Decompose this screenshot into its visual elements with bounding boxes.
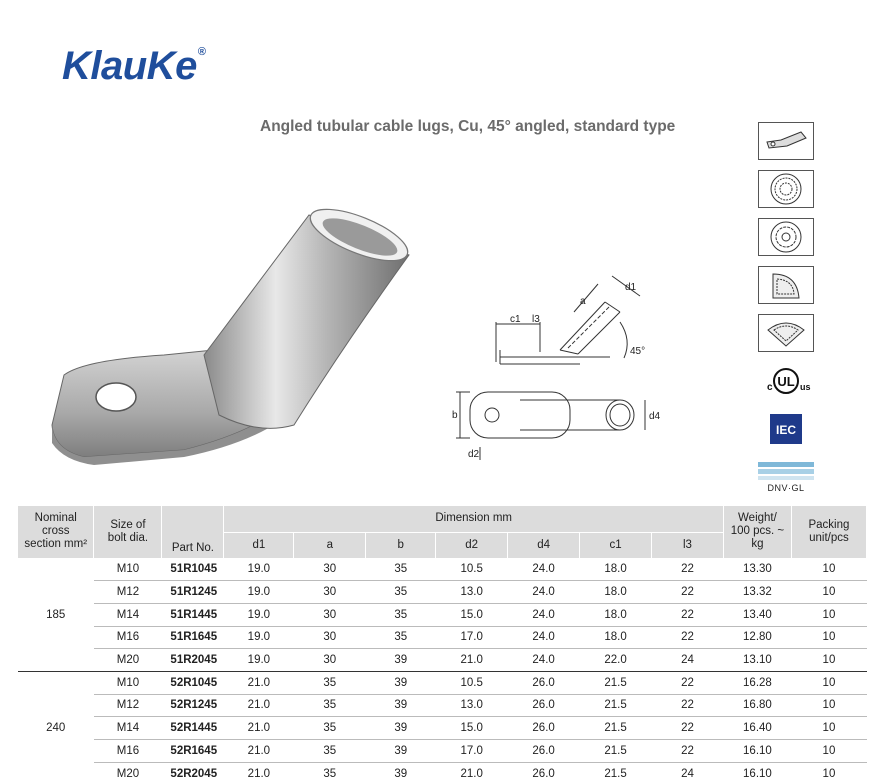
ul-listed-icon xyxy=(758,362,814,400)
technical-drawing xyxy=(440,262,680,462)
cell-l3: 22 xyxy=(652,717,724,740)
cross-section-cell: 240 xyxy=(18,671,94,780)
cell-d4: 26.0 xyxy=(508,740,580,763)
cell-packing: 10 xyxy=(791,581,866,604)
cell-a: 35 xyxy=(294,717,366,740)
cell-a: 30 xyxy=(294,581,366,604)
cell-l3: 22 xyxy=(652,694,724,717)
cell-packing: 10 xyxy=(791,558,866,581)
cell-weight: 16.10 xyxy=(723,762,791,780)
table-row xyxy=(18,740,867,763)
cell-weight: 13.10 xyxy=(723,649,791,672)
cell-b: 39 xyxy=(366,740,436,763)
cell-b: 35 xyxy=(366,558,436,581)
cell-bolt: M10 xyxy=(94,558,162,581)
cell-bolt: M12 xyxy=(94,581,162,604)
label-d2: d2 xyxy=(468,449,480,460)
cell-packing: 10 xyxy=(791,671,866,694)
header-a: a xyxy=(294,532,366,558)
cell-bolt: M14 xyxy=(94,603,162,626)
cell-l3: 22 xyxy=(652,626,724,649)
cell-a: 35 xyxy=(294,694,366,717)
cell-b: 39 xyxy=(366,694,436,717)
cell-part: 51R1245 xyxy=(162,581,224,604)
header-d2: d2 xyxy=(436,532,508,558)
cell-b: 35 xyxy=(366,603,436,626)
cell-d2: 10.5 xyxy=(436,671,508,694)
cell-bolt: M16 xyxy=(94,740,162,763)
cell-weight: 13.40 xyxy=(723,603,791,626)
cell-part: 51R1645 xyxy=(162,626,224,649)
cell-d2: 21.0 xyxy=(436,762,508,780)
cell-b: 39 xyxy=(366,649,436,672)
cell-d4: 26.0 xyxy=(508,762,580,780)
cell-b: 39 xyxy=(366,717,436,740)
cell-d4: 24.0 xyxy=(508,558,580,581)
cell-d1: 21.0 xyxy=(224,740,294,763)
cell-d4: 24.0 xyxy=(508,581,580,604)
page-title: Angled tubular cable lugs, Cu, 45° angled, standard type xyxy=(260,118,676,135)
cell-a: 30 xyxy=(294,558,366,581)
cell-d1: 19.0 xyxy=(224,603,294,626)
klauke-logo xyxy=(62,44,205,89)
icon-column xyxy=(758,122,818,506)
cell-d1: 21.0 xyxy=(224,694,294,717)
header-c1: c1 xyxy=(580,532,652,558)
table-row xyxy=(18,694,867,717)
svg-text:IEC: IEC xyxy=(775,423,797,437)
cell-a: 35 xyxy=(294,671,366,694)
cell-a: 35 xyxy=(294,762,366,780)
cell-part: 52R2045 xyxy=(162,762,224,780)
cell-d1: 21.0 xyxy=(224,762,294,780)
table-row xyxy=(18,581,867,604)
cell-l3: 22 xyxy=(652,671,724,694)
cell-c1: 21.5 xyxy=(580,694,652,717)
cell-packing: 10 xyxy=(791,717,866,740)
header-packing: Packing unit/pcs xyxy=(791,506,866,558)
table-row xyxy=(18,649,867,672)
cell-l3: 22 xyxy=(652,740,724,763)
label-angle: 45° xyxy=(630,346,646,357)
cell-b: 39 xyxy=(366,671,436,694)
cell-d1: 19.0 xyxy=(224,558,294,581)
cell-d4: 24.0 xyxy=(508,649,580,672)
cell-part: 51R2045 xyxy=(162,649,224,672)
cross-section-cell: 185 xyxy=(18,558,94,671)
header-weight: Weight/ 100 pcs. ~ kg xyxy=(723,506,791,558)
sector-conductor-icon xyxy=(758,266,814,304)
table-row xyxy=(18,603,867,626)
header-dimension: Dimension mm xyxy=(224,506,724,532)
stranded-conductor-icon xyxy=(758,218,814,256)
label-l3: l3 xyxy=(532,314,540,325)
header-nominal: Nominal cross section mm² xyxy=(18,506,94,558)
cell-d4: 24.0 xyxy=(508,603,580,626)
cell-c1: 22.0 xyxy=(580,649,652,672)
cell-weight: 16.40 xyxy=(723,717,791,740)
cell-bolt: M16 xyxy=(94,626,162,649)
cell-d4: 24.0 xyxy=(508,626,580,649)
cell-d2: 10.5 xyxy=(436,558,508,581)
registered-mark: ® xyxy=(197,46,206,58)
cell-d1: 21.0 xyxy=(224,717,294,740)
table-row xyxy=(18,671,867,694)
label-c1: c1 xyxy=(510,314,521,325)
cell-l3: 24 xyxy=(652,649,724,672)
cell-part: 52R1045 xyxy=(162,671,224,694)
cell-weight: 13.32 xyxy=(723,581,791,604)
dnv-gl-icon xyxy=(758,458,814,496)
cell-d2: 15.0 xyxy=(436,603,508,626)
cell-bolt: M20 xyxy=(94,762,162,780)
cell-d2: 13.0 xyxy=(436,694,508,717)
cell-packing: 10 xyxy=(791,649,866,672)
logo-text: KlauKe xyxy=(62,44,197,88)
header-d1: d1 xyxy=(224,532,294,558)
spec-table-body xyxy=(18,558,867,780)
cell-l3: 22 xyxy=(652,603,724,626)
svg-text:us: us xyxy=(800,382,811,392)
cell-d2: 13.0 xyxy=(436,581,508,604)
cell-packing: 10 xyxy=(791,694,866,717)
cell-d1: 21.0 xyxy=(224,671,294,694)
cell-b: 35 xyxy=(366,626,436,649)
cell-weight: 13.30 xyxy=(723,558,791,581)
cell-d2: 15.0 xyxy=(436,717,508,740)
table-row xyxy=(18,717,867,740)
cell-bolt: M14 xyxy=(94,717,162,740)
cell-packing: 10 xyxy=(791,762,866,780)
cell-d4: 26.0 xyxy=(508,671,580,694)
header-b: b xyxy=(366,532,436,558)
cell-a: 30 xyxy=(294,603,366,626)
label-a: a xyxy=(580,296,586,307)
cable-lug-icon xyxy=(758,122,814,160)
cell-b: 35 xyxy=(366,581,436,604)
cell-c1: 21.5 xyxy=(580,740,652,763)
cell-d4: 26.0 xyxy=(508,694,580,717)
cell-c1: 18.0 xyxy=(580,603,652,626)
cell-part: 51R1045 xyxy=(162,558,224,581)
cell-l3: 24 xyxy=(652,762,724,780)
label-d1: d1 xyxy=(625,282,637,293)
cell-c1: 21.5 xyxy=(580,717,652,740)
cell-bolt: M20 xyxy=(94,649,162,672)
cell-packing: 10 xyxy=(791,740,866,763)
cell-weight: 16.80 xyxy=(723,694,791,717)
cell-d2: 17.0 xyxy=(436,740,508,763)
cell-c1: 18.0 xyxy=(580,581,652,604)
cell-part: 52R1245 xyxy=(162,694,224,717)
cell-a: 30 xyxy=(294,649,366,672)
svg-text:c: c xyxy=(767,382,773,393)
cell-packing: 10 xyxy=(791,603,866,626)
cell-weight: 16.28 xyxy=(723,671,791,694)
cell-a: 30 xyxy=(294,626,366,649)
product-photo xyxy=(44,195,424,495)
cell-d1: 19.0 xyxy=(224,626,294,649)
cell-d2: 17.0 xyxy=(436,626,508,649)
cell-packing: 10 xyxy=(791,626,866,649)
fine-stranded-conductor-icon xyxy=(758,170,814,208)
cell-c1: 18.0 xyxy=(580,558,652,581)
header-bolt: Size of bolt dia. xyxy=(94,506,162,558)
svg-text:UL: UL xyxy=(777,374,795,389)
cell-part: 51R1445 xyxy=(162,603,224,626)
iec-icon xyxy=(758,410,814,448)
cell-weight: 16.10 xyxy=(723,740,791,763)
cell-bolt: M10 xyxy=(94,671,162,694)
table-row xyxy=(18,558,867,581)
cell-bolt: M12 xyxy=(94,694,162,717)
cell-b: 39 xyxy=(366,762,436,780)
cell-part: 52R1645 xyxy=(162,740,224,763)
header-l3: l3 xyxy=(652,532,724,558)
svg-text:DNV·GL: DNV·GL xyxy=(767,483,805,493)
header-part: Part No. xyxy=(162,506,224,558)
cell-c1: 21.5 xyxy=(580,671,652,694)
cell-c1: 21.5 xyxy=(580,762,652,780)
cell-part: 52R1445 xyxy=(162,717,224,740)
cell-d4: 26.0 xyxy=(508,717,580,740)
cell-d2: 21.0 xyxy=(436,649,508,672)
cell-d1: 19.0 xyxy=(224,581,294,604)
table-row xyxy=(18,626,867,649)
cell-l3: 22 xyxy=(652,581,724,604)
cell-weight: 12.80 xyxy=(723,626,791,649)
label-d4: d4 xyxy=(649,411,661,422)
cell-d1: 19.0 xyxy=(224,649,294,672)
spec-table xyxy=(18,506,867,780)
cell-a: 35 xyxy=(294,740,366,763)
sector-stranded-conductor-icon xyxy=(758,314,814,352)
header-d4: d4 xyxy=(508,532,580,558)
cell-c1: 18.0 xyxy=(580,626,652,649)
label-b: b xyxy=(452,410,458,421)
table-row xyxy=(18,762,867,780)
cell-l3: 22 xyxy=(652,558,724,581)
